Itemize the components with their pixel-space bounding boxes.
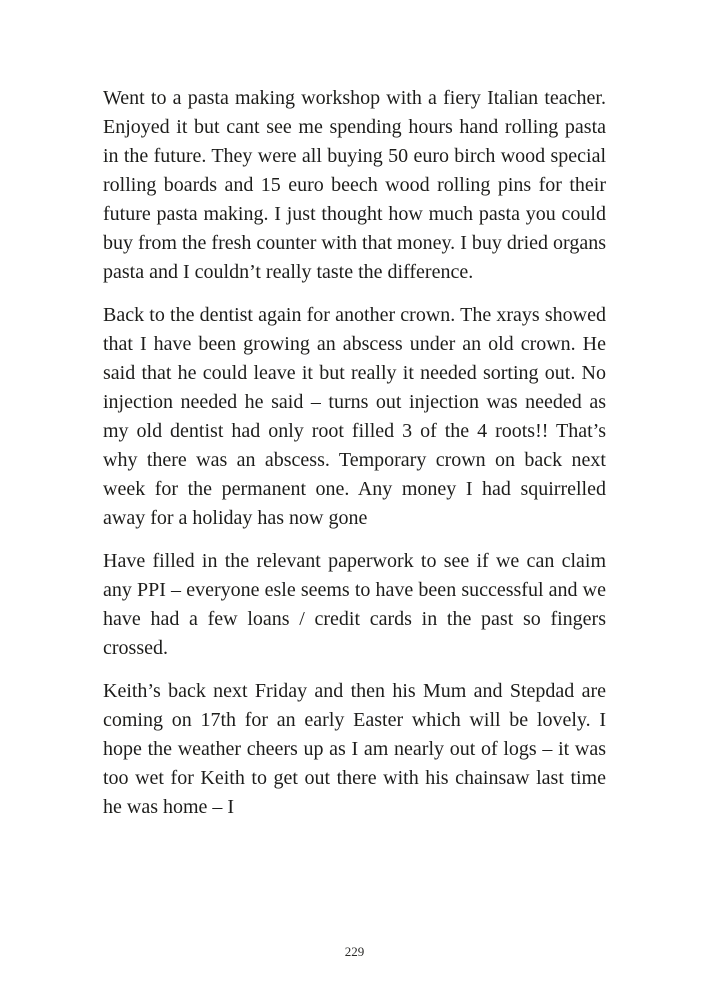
paragraph-pasta-workshop: Went to a pasta making workshop with a fiery Italian teacher. Enjoyed it but cant see me spending hours hand rolling pasta in the future. They were all buying 50 euro birch wood special rolling boards and 15 euro beech wood rolling pins for their future pasta making. I just thought how much pasta you could buy from the fresh counter with that money. I buy dried organs pasta and I couldn’t really taste the difference. [103,87,606,283]
paragraph-ppi-claim: Have filled in the relevant paperwork to see if we can claim any PPI – everyone esle seems to have been successful and we have had a few loans / credit cards in the past so fingers crossed. [103,550,606,659]
page-number: 229 [344,944,365,959]
page-body-text [103,84,606,822]
paragraph-dentist-crown: Back to the dentist again for another crown. The xrays showed that I have been growing an abscess under an old crown. He said that he could leave it but really it needed sorting out. No injection needed he said – turns out injection was needed as my old dentist had only root filled 3 of the 4 roots!! That’s why there was an abscess. Temporary crown on back next week for the permanent one. Any money I had squirrelled away for a holiday has now gone [103,304,606,529]
paragraph-keith-easter: Keith’s back next Friday and then his Mum and Stepdad are coming on 17th for an early Easter which will be lovely. I hope the weather cheers up as I am nearly out of logs – it was too wet for Keith to get out there with his chainsaw last time he was home – I [103,680,606,818]
